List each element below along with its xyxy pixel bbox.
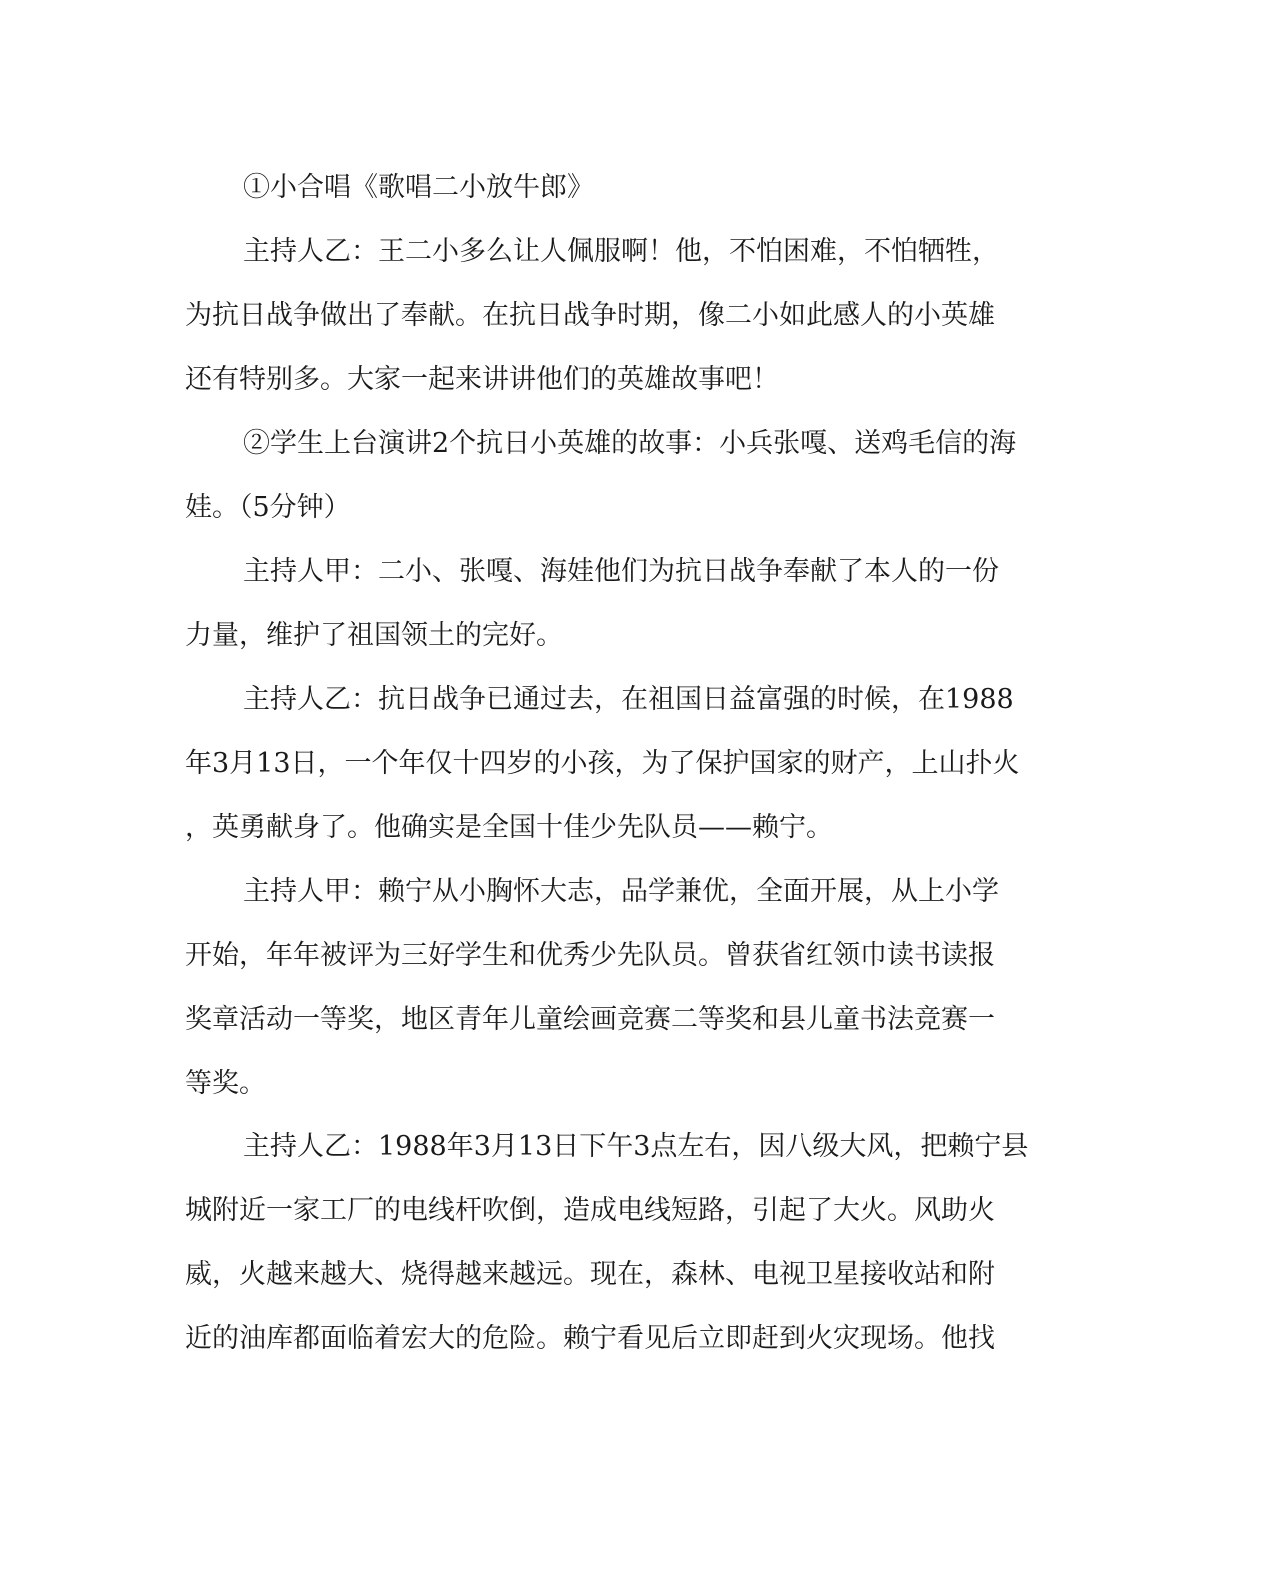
text-line: 为抗日战争做出了奉献。在抗日战争时期，像二小如此感人的小英雄 (185, 300, 995, 331)
text-line: 开始，年年被评为三好学生和优秀少先队员。曾获省红领巾读书读报 (185, 940, 995, 971)
text-line: 主持人乙：抗日战争已通过去，在祖国日益富强的时候，在1988 (243, 684, 1014, 715)
text-line: 主持人乙：1988年3月13日下午3点左右，因八级大风，把赖宁县 (243, 1131, 1029, 1162)
text-line: ②学生上台演讲2个抗日小英雄的故事：小兵张嘎、送鸡毛信的海 (243, 428, 1017, 459)
text-line: ①小合唱《歌唱二小放牛郎》 (243, 172, 594, 203)
text-line: 主持人甲：赖宁从小胸怀大志，品学兼优，全面开展，从上小学 (243, 876, 999, 907)
text-line: 娃。（5分钟） (185, 492, 351, 523)
text-line: 奖章活动一等奖，地区青年儿童绘画竞赛二等奖和县儿童书法竞赛一 (185, 1004, 995, 1035)
text-line: 主持人甲：二小、张嘎、海娃他们为抗日战争奉献了本人的一份 (243, 556, 999, 587)
text-line: 威，火越来越大、烧得越来越远。现在，森林、电视卫星接收站和附 (185, 1259, 995, 1290)
text-line: 主持人乙：王二小多么让人佩服啊！他，不怕困难，不怕牺牲， (243, 236, 999, 267)
text-line: 力量，维护了祖国领土的完好。 (185, 620, 563, 651)
text-line: 等奖。 (185, 1068, 266, 1099)
text-line: 城附近一家工厂的电线杆吹倒，造成电线短路，引起了大火。风助火 (185, 1195, 995, 1226)
text-line: ，英勇献身了。他确实是全国十佳少先队员——赖宁。 (185, 812, 833, 843)
text-line: 近的油库都面临着宏大的危险。赖宁看见后立即赶到火灾现场。他找 (185, 1323, 995, 1354)
text-line: 还有特别多。大家一起来讲讲他们的英雄故事吧！ (185, 364, 779, 395)
text-line: 年3月13日，一个年仅十四岁的小孩，为了保护国家的财产，上山扑火 (185, 748, 1020, 779)
